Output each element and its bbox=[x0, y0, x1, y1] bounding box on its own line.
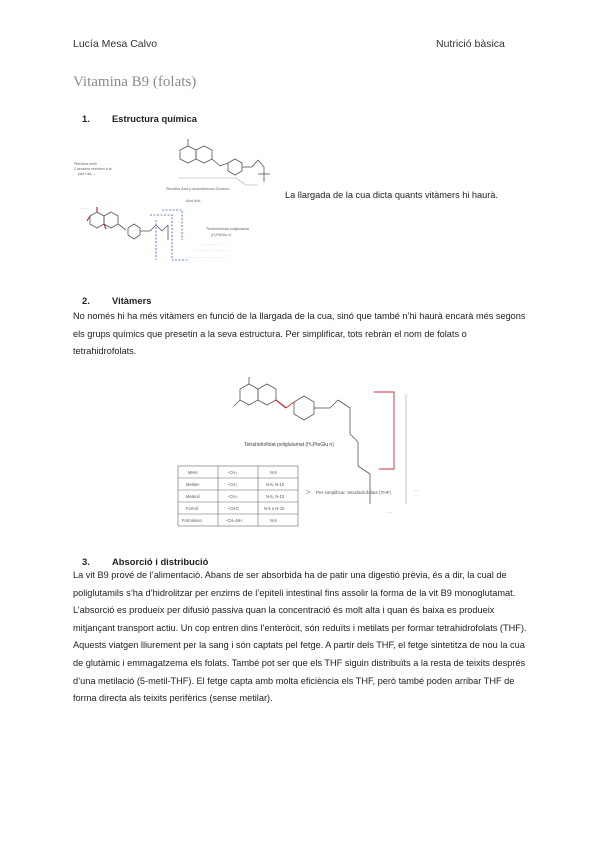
svg-text:-CH=: -CH= bbox=[228, 494, 238, 499]
section-title-2: Vitàmers bbox=[112, 295, 152, 306]
svg-text:·····: ····· bbox=[386, 511, 392, 515]
section-title-3: Absorció i distribució bbox=[112, 556, 209, 567]
svg-text:· ··· ·: · ··· · bbox=[80, 207, 88, 211]
svg-text:Pteridina Àcid p-aminobenzoi: Pteridina Àcid p-aminobenzoic Glutàmic bbox=[166, 187, 230, 191]
svg-text:-CH₂: -CH₂ bbox=[228, 482, 238, 487]
header-subject: Nutrició bàsica bbox=[436, 38, 505, 50]
section-heading-3 bbox=[82, 556, 208, 567]
svg-text:Per simplificar: tetrahidrofol: Per simplificar: tetrahidrofolats (THF) bbox=[316, 490, 392, 495]
svg-text:Tetrahidrofolat poliglutamat (: Tetrahidrofolat poliglutamat (H₄PteGlu n) bbox=[244, 442, 334, 448]
section-title-1: Estructura química bbox=[112, 113, 197, 124]
svg-text:Formil: Formil bbox=[186, 506, 198, 511]
svg-text:N-5, N-10: N-5, N-10 bbox=[266, 494, 285, 499]
svg-text:-CH=NH: -CH=NH bbox=[226, 518, 242, 523]
svg-text:N-5: N-5 bbox=[270, 470, 277, 475]
svg-text:-CHO: -CHO bbox=[228, 506, 239, 511]
section-heading-2 bbox=[82, 295, 151, 306]
section-number-2: 2. bbox=[82, 295, 90, 306]
vitamers-paragraph: No només hi ha més vitàmers en funció de la llargada de la cua, sinó que també n’hi haurà encarà més segons els grups químics que presetin a la seva estructura. Per simplificar, tots rebràn el nom de folats o tetrahidrofolats. bbox=[73, 311, 526, 357]
svg-text:Tetrahidrofolat poliglutamat: Tetrahidrofolat poliglutamat bbox=[206, 227, 250, 231]
vitamers-figure bbox=[174, 374, 444, 532]
svg-text:· · · · · · · · · · · · · · ·: · · · · · · · · · · · · · · · · · · bbox=[188, 256, 227, 260]
svg-text:Metilen: Metilen bbox=[186, 482, 200, 487]
structure-caption: La llargada de la cua dicta quants vitàmers hi haurà. bbox=[285, 190, 498, 200]
svg-text:· · · · · · · · · · · · · · ·: · · · · · · · · · · · · · · · bbox=[196, 249, 228, 253]
svg-text:· · · · · · · · · · ·: · · · · · · · · · · · bbox=[202, 243, 226, 247]
svg-text:N-5, N-10: N-5, N-10 bbox=[266, 482, 285, 487]
page-title: Vitamina B9 (folats) bbox=[73, 74, 197, 90]
section-heading-1 bbox=[82, 113, 197, 124]
svg-text:N-5 o N-10: N-5 o N-10 bbox=[264, 506, 285, 511]
svg-text:Formimino: Formimino bbox=[182, 518, 202, 523]
section-number-3: 3. bbox=[82, 556, 90, 567]
svg-text:MHH: MHH bbox=[188, 470, 198, 475]
svg-text:Àcid fòlic: Àcid fòlic bbox=[186, 199, 201, 203]
svg-text:-CH₃: -CH₃ bbox=[228, 470, 238, 475]
svg-text:Metenil: Metenil bbox=[186, 494, 200, 499]
section-number-1: 1. bbox=[82, 113, 90, 124]
svg-text:·····: ····· bbox=[414, 489, 420, 493]
svg-text:part i als ...: part i als ... bbox=[78, 172, 96, 176]
svg-text:Pteridina metil . . . . .: Pteridina metil . . . . . bbox=[74, 162, 107, 166]
svg-text:(H₄PteGlu n): (H₄PteGlu n) bbox=[211, 233, 232, 237]
absorption-paragraph: La vit B9 prové de l’alimentació. Abans de ser absorbida ha de patir una digestió prèvia, és a dir, la cual de poliglutamils s’ha d’hidrolitzar per enzims de l’epiteli intestinal fins assolir la forma de la vit B9 monoglutamat. L’absorció es produeix per difusió passiva quan la concentració és molt alta i quan és baixa es produeix mitjançant transport actiu. Un cop entren dins l’enteròcit, són reduïts i metilats per formar tetrahidrofolats (THF). Aquests viatgen lliurement per la sang i són captats pel fetge. A partir dels THF, el fetge sintetitza de nou la cua de glutàmic i emmagatzema els folats. També pot ser que els THF siguin distribuïts a la resta de teixits després d’una metilació (5-metil-THF). El fetge capta amb molta eficiència els THF, però també poden arribar THF de forma directa als teixits perifèrics (sense metilar). bbox=[73, 570, 527, 704]
chemical-structure-figure bbox=[68, 130, 282, 266]
svg-text:N-5: N-5 bbox=[270, 518, 277, 523]
header-author: Lucía Mesa Calvo bbox=[73, 38, 158, 50]
svg-text:Coenzima resistent a la: Coenzima resistent a la bbox=[74, 167, 112, 171]
